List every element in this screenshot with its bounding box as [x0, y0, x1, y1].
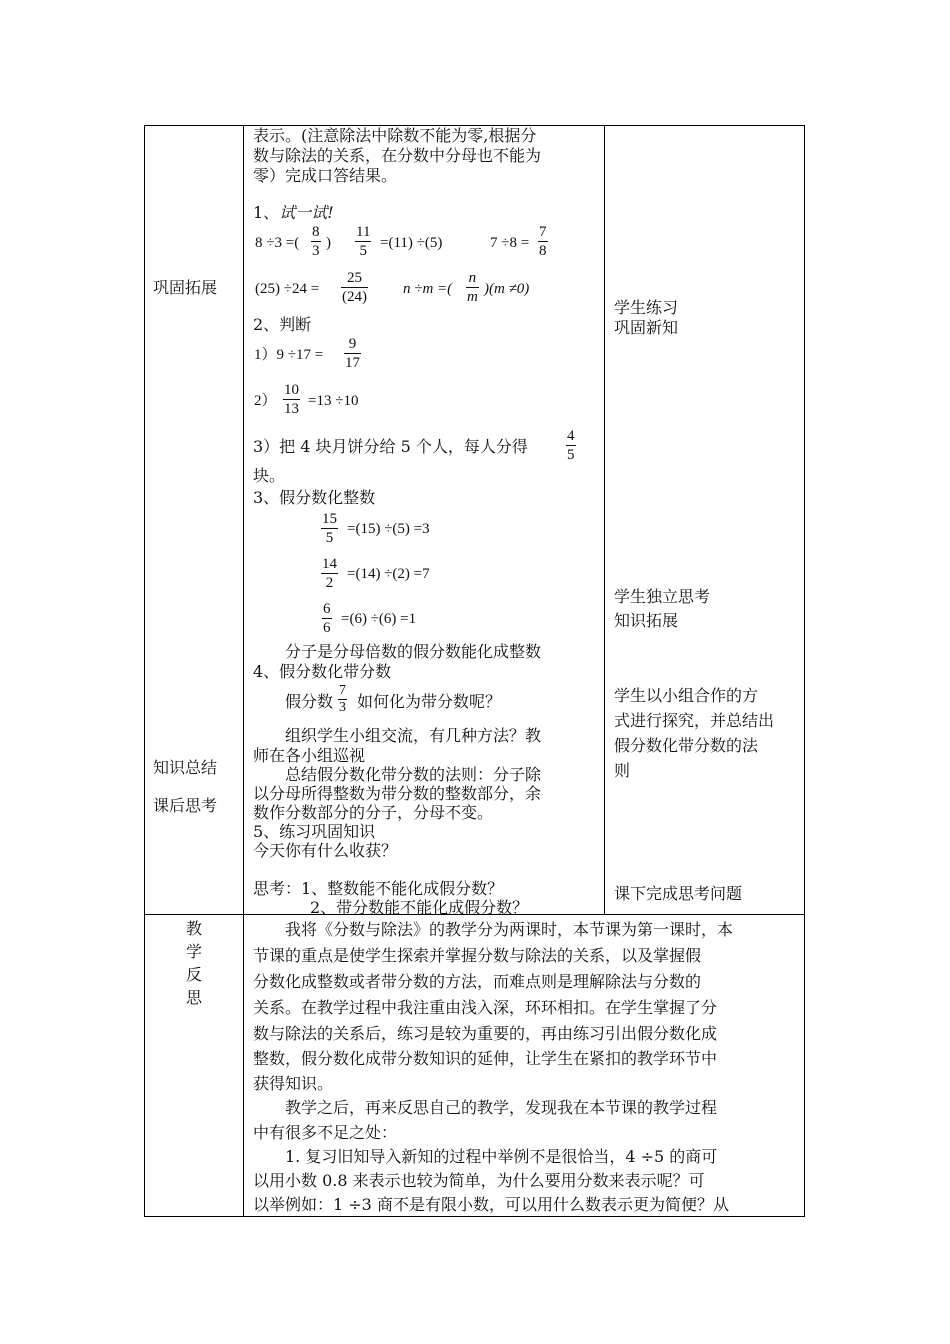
eq4-num: 25	[341, 269, 368, 288]
right-homework: 课下完成思考问题	[614, 884, 743, 903]
right-practice-1: 学生练习	[614, 298, 679, 317]
reflection-p1-2: 节课的重点是使学生探索并掌握分数与除法的关系，以及掌握假	[253, 946, 702, 965]
j3-num: 4	[567, 428, 575, 444]
intro-line-3: 零）完成口答结果。	[253, 166, 398, 185]
mixed-q-post: 如何化为带分数呢？	[357, 692, 502, 711]
eq1-num: 8	[312, 224, 320, 240]
eq5-lhs: n ÷m =(	[403, 281, 453, 297]
think-1: 思考：1、整数能不能化成假分数？	[253, 879, 504, 898]
eq2-rhs: =(11) ÷(5)	[380, 235, 443, 251]
try-title-text: 试一试!	[279, 203, 334, 222]
eq3-fraction	[538, 223, 548, 260]
eq1-den: 3	[312, 243, 320, 259]
group-line-1: 组织学生小组交流，有几种方法？教	[285, 726, 542, 745]
i1-rhs: =(15) ÷(5) =3	[347, 521, 430, 537]
group-line-2: 师在各小组巡视	[253, 746, 366, 765]
label-consolidate: 巩固拓展	[153, 278, 218, 297]
i2-num: 14	[322, 556, 337, 572]
reflection-p2-2: 中有很多不足之处：	[253, 1123, 398, 1142]
i3-rhs: =(6) ÷(6) =1	[341, 611, 417, 627]
reflection-p1-1: 我将《分数与除法》的教学分为两课时，本节课为第一课时，本	[285, 920, 734, 939]
j1-lhs: 1）9 ÷17 =	[254, 347, 324, 363]
reflection-p1-4: 关系。在教学过程中我注重由浅入深，环环相扣。在学生掌握了分	[253, 998, 718, 1017]
improper-title: 3、假分数化整数	[253, 488, 376, 507]
i2-den: 2	[325, 575, 334, 591]
try-title	[253, 203, 334, 223]
j3-fraction	[566, 427, 576, 464]
intro-line-2: 数与除法的关系，在分数中分母也不能为	[253, 146, 542, 165]
reflection-p2-1: 教学之后，再来反思自己的教学，发现我在本节课的教学过程	[285, 1098, 718, 1117]
eq2-num: 11	[356, 224, 371, 240]
summary-rule-2: 以分母所得整数为带分数的整数部分，余	[253, 784, 542, 803]
eq1-lhs: 8 ÷3 =(	[255, 235, 300, 251]
reflection-p1-7: 获得知识。	[253, 1074, 334, 1093]
eq2-fraction	[355, 223, 371, 260]
label-summary: 知识总结	[153, 758, 218, 777]
mixed-q-fraction	[338, 683, 347, 716]
summary-rule-3: 数作分数部分的分子，分母不变。	[253, 803, 494, 822]
right-think-2: 知识拓展	[614, 611, 679, 630]
label-reflection-1: 教	[186, 919, 203, 938]
label-reflection-4: 思	[186, 988, 203, 1007]
i1-num: 15	[322, 511, 337, 527]
mixed-q-den: 3	[339, 700, 346, 715]
harvest-question: 今天你有什么收获？	[253, 841, 398, 860]
eq4-lhs: (25) ÷24 =	[255, 281, 320, 297]
i2-rhs: =(14) ÷(2) =7	[347, 566, 430, 582]
mixed-title: 4、假分数化带分数	[253, 662, 392, 681]
i3-num: 6	[323, 601, 331, 617]
reflection-p1-3: 分数化成整数或者带分数的方法，而难点则是理解除法与分数的	[253, 972, 702, 991]
j3-text: 3）把 4 块月饼分给 5 个人，每人分得	[253, 437, 528, 456]
summary-rule-1: 总结假分数化带分数的法则：分子除	[285, 765, 542, 784]
i1-fraction	[321, 510, 338, 547]
eq4-fraction	[341, 269, 368, 306]
mixed-q-num: 7	[339, 683, 346, 698]
eq3-den: 8	[539, 243, 547, 259]
right-group-4: 则	[614, 761, 631, 780]
eq5-num: n	[466, 269, 479, 288]
j2-num: 10	[284, 382, 299, 398]
reflection-p1-6: 整数，假分数化成带分数知识的延伸，让学生在紧扣的教学环节中	[253, 1049, 718, 1068]
label-reflection-3: 反	[186, 965, 203, 984]
label-reflection-2: 学	[186, 942, 203, 961]
j2-fraction	[283, 381, 300, 418]
eq3-num: 7	[539, 224, 547, 240]
i1-den: 5	[325, 530, 334, 546]
j3-text2: 块。	[253, 466, 286, 485]
think-2: 2、带分数能不能化成假分数？	[310, 898, 529, 917]
eq5-fraction	[466, 269, 479, 306]
eq5-den: m	[467, 289, 478, 305]
j3-den: 5	[567, 447, 575, 463]
reflection-p3-1: 1. 复习旧知导入新知的过程中举例不是很恰当，4 ÷5 的商可	[285, 1147, 718, 1166]
eq5-rhs: )(m ≠0)	[484, 281, 530, 297]
i2-fraction	[321, 555, 338, 592]
mixed-q-pre: 假分数	[285, 692, 334, 711]
j2-den: 13	[284, 401, 299, 417]
right-group-1: 学生以小组合作的方	[614, 686, 759, 705]
j1-fraction	[344, 335, 361, 372]
eq1-fraction	[311, 223, 321, 260]
j1-den: 17	[345, 355, 360, 371]
practice-title: 5、练习巩固知识	[253, 822, 376, 841]
j2-rhs: =13 ÷10	[308, 393, 359, 409]
col-divider-1	[243, 125, 244, 1217]
right-practice-2: 巩固新知	[614, 318, 679, 337]
eq2-den: 5	[359, 243, 367, 259]
eq4-den: (24)	[342, 289, 367, 305]
reflection-p3-3: 以举例如：1 ÷3 商不是有限小数，可以用什么数表示更为简便？从	[253, 1195, 729, 1214]
right-group-3: 假分数化带分数的法	[614, 736, 759, 755]
eq3-lhs: 7 ÷8 =	[490, 235, 530, 251]
judge-title: 2、判断	[253, 315, 312, 334]
reflection-p3-2: 以用小数 0.8 来表示也较为简单，为什么要用分数来表示呢？可	[253, 1171, 705, 1190]
i3-fraction	[322, 600, 332, 637]
right-group-2: 式进行探究，并总结出	[614, 711, 775, 730]
col-divider-2	[604, 125, 605, 915]
j2-lhs: 2）	[254, 393, 277, 409]
label-after-class: 课后思考	[153, 796, 218, 815]
rule-integer: 分子是分母倍数的假分数能化成整数	[285, 642, 542, 661]
right-think-1: 学生独立思考	[614, 587, 711, 606]
reflection-p1-5: 数与除法的关系后，练习是较为重要的，再由练习引出假分数化成	[253, 1024, 718, 1043]
eq1-rhs: )	[326, 235, 331, 251]
intro-line-1: 表示。(注意除法中除数不能为零,根据分	[253, 126, 537, 145]
j1-num: 9	[344, 335, 361, 354]
i3-den: 6	[323, 620, 331, 636]
try-title-num: 1、	[253, 203, 280, 222]
